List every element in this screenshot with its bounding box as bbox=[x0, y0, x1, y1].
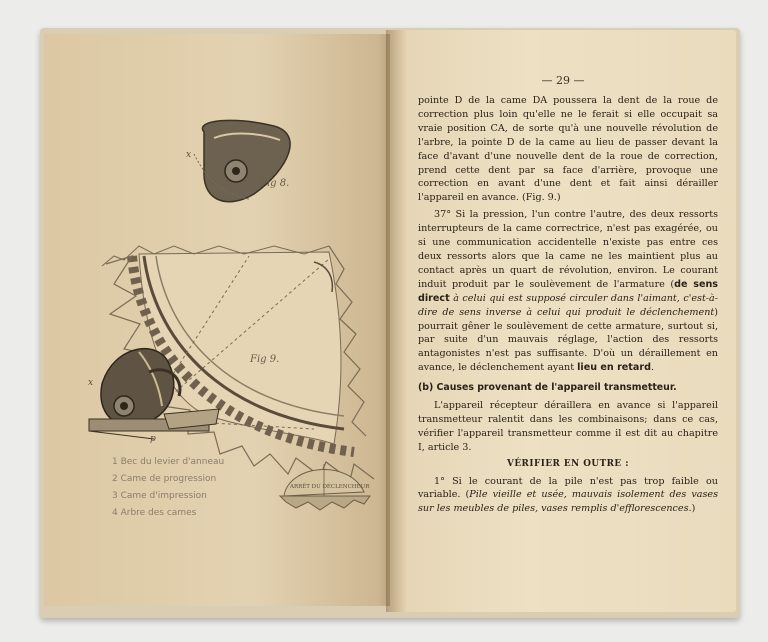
label-p: p bbox=[150, 434, 156, 444]
figure-9-label: Fig 9. bbox=[250, 354, 280, 365]
paragraph-2-part-b: ) pourrait gêner le soulèvement de cette armature, surtout si, par suite d'un mauvais réglage, l'action des ressorts antagonistes n'est pas suffisante. D'où un déraillement en avance, le déclenchement ayant bbox=[418, 306, 718, 374]
figure-legend bbox=[112, 454, 224, 522]
paragraph-4-part-a: 1° Si le courant de la pile n'est pas trop faible ou variable. ( bbox=[418, 475, 718, 501]
paragraph-4 bbox=[418, 475, 718, 517]
label-x-top: x bbox=[186, 150, 192, 160]
paragraph-2 bbox=[418, 208, 718, 375]
section-heading-b: (b) Causes provenant de l'appareil transmetteur. bbox=[418, 382, 677, 394]
page-number: — 29 — bbox=[541, 74, 585, 87]
paragraph-2-bold-lieu-en-retard: lieu en retard bbox=[577, 362, 651, 374]
legend-item-4: 4 Arbre des cames bbox=[112, 508, 197, 518]
paragraph-3: L'appareil récepteur déraillera en avance si l'appareil transmetteur ralentit dans les combinaisons; dans ce cas, vérifier l'appareil transmetteur comme il est dit au chapitre I, article 3. bbox=[418, 400, 718, 453]
page-text bbox=[418, 94, 718, 519]
paragraph-4-italic: Pile vieille et usée, mauvais isolement des vases sur les meubles de piles, vases remplis d'efflorescences. bbox=[418, 489, 719, 515]
paragraph-2-italic: à celui qui est supposé circuler dans l'aimant, c'est-à-dire de sens inverse à celui qui produit le déclenchement bbox=[418, 292, 718, 318]
paragraph-4-end: ) bbox=[691, 503, 696, 515]
legend-item-3: 3 Came d'impression bbox=[112, 491, 207, 501]
paragraph-2-bold-sens-direct: de sens direct bbox=[418, 278, 718, 304]
paragraph-2-end: . bbox=[650, 362, 655, 374]
figure-8-label: Fig 8. bbox=[260, 178, 290, 189]
legend-item-2: 2 Came de progression bbox=[112, 474, 217, 484]
verify-heading: VÉRIFIER EN OUTRE : bbox=[507, 458, 629, 469]
paragraph-2-part-a: 37° Si la pression, l'un contre l'autre, des deux ressorts interrupteurs de la came correctrice, n'est pas exagérée, ou si une communication accidentelle n'existe pas entre ces deux ressorts alors que la came ne les maintient plus au contact après un quart de révolution, environ. Le courant induit produit par le soulèvement de l'armature ( bbox=[418, 209, 718, 290]
ratchet-label: ARRÊT DU DÉCLENCHEUR bbox=[290, 484, 370, 490]
label-x-bottom: x bbox=[88, 378, 94, 388]
left-page bbox=[44, 34, 392, 606]
right-page bbox=[390, 30, 736, 612]
legend-item-1: 1 Bec du levier d'anneau bbox=[112, 457, 225, 467]
paragraph-1: pointe D de la came DA poussera la dent de la roue de correction plus loin qu'elle ne le ferait si elle occupait sa vraie position CA, de sorte qu'à une nouvelle révolution de l'arbre, la pointe D de la came au lieu de passer devant la face d'avant d'une nouvelle dent de la roue de correction, prend cette dent par sa face d'arrière, provoque une correction en avant d'une dent et fait ainsi dérailler l'appareil en avance. (Fig. 9.) bbox=[418, 95, 718, 204]
fig8-cam-drawing bbox=[194, 120, 290, 201]
